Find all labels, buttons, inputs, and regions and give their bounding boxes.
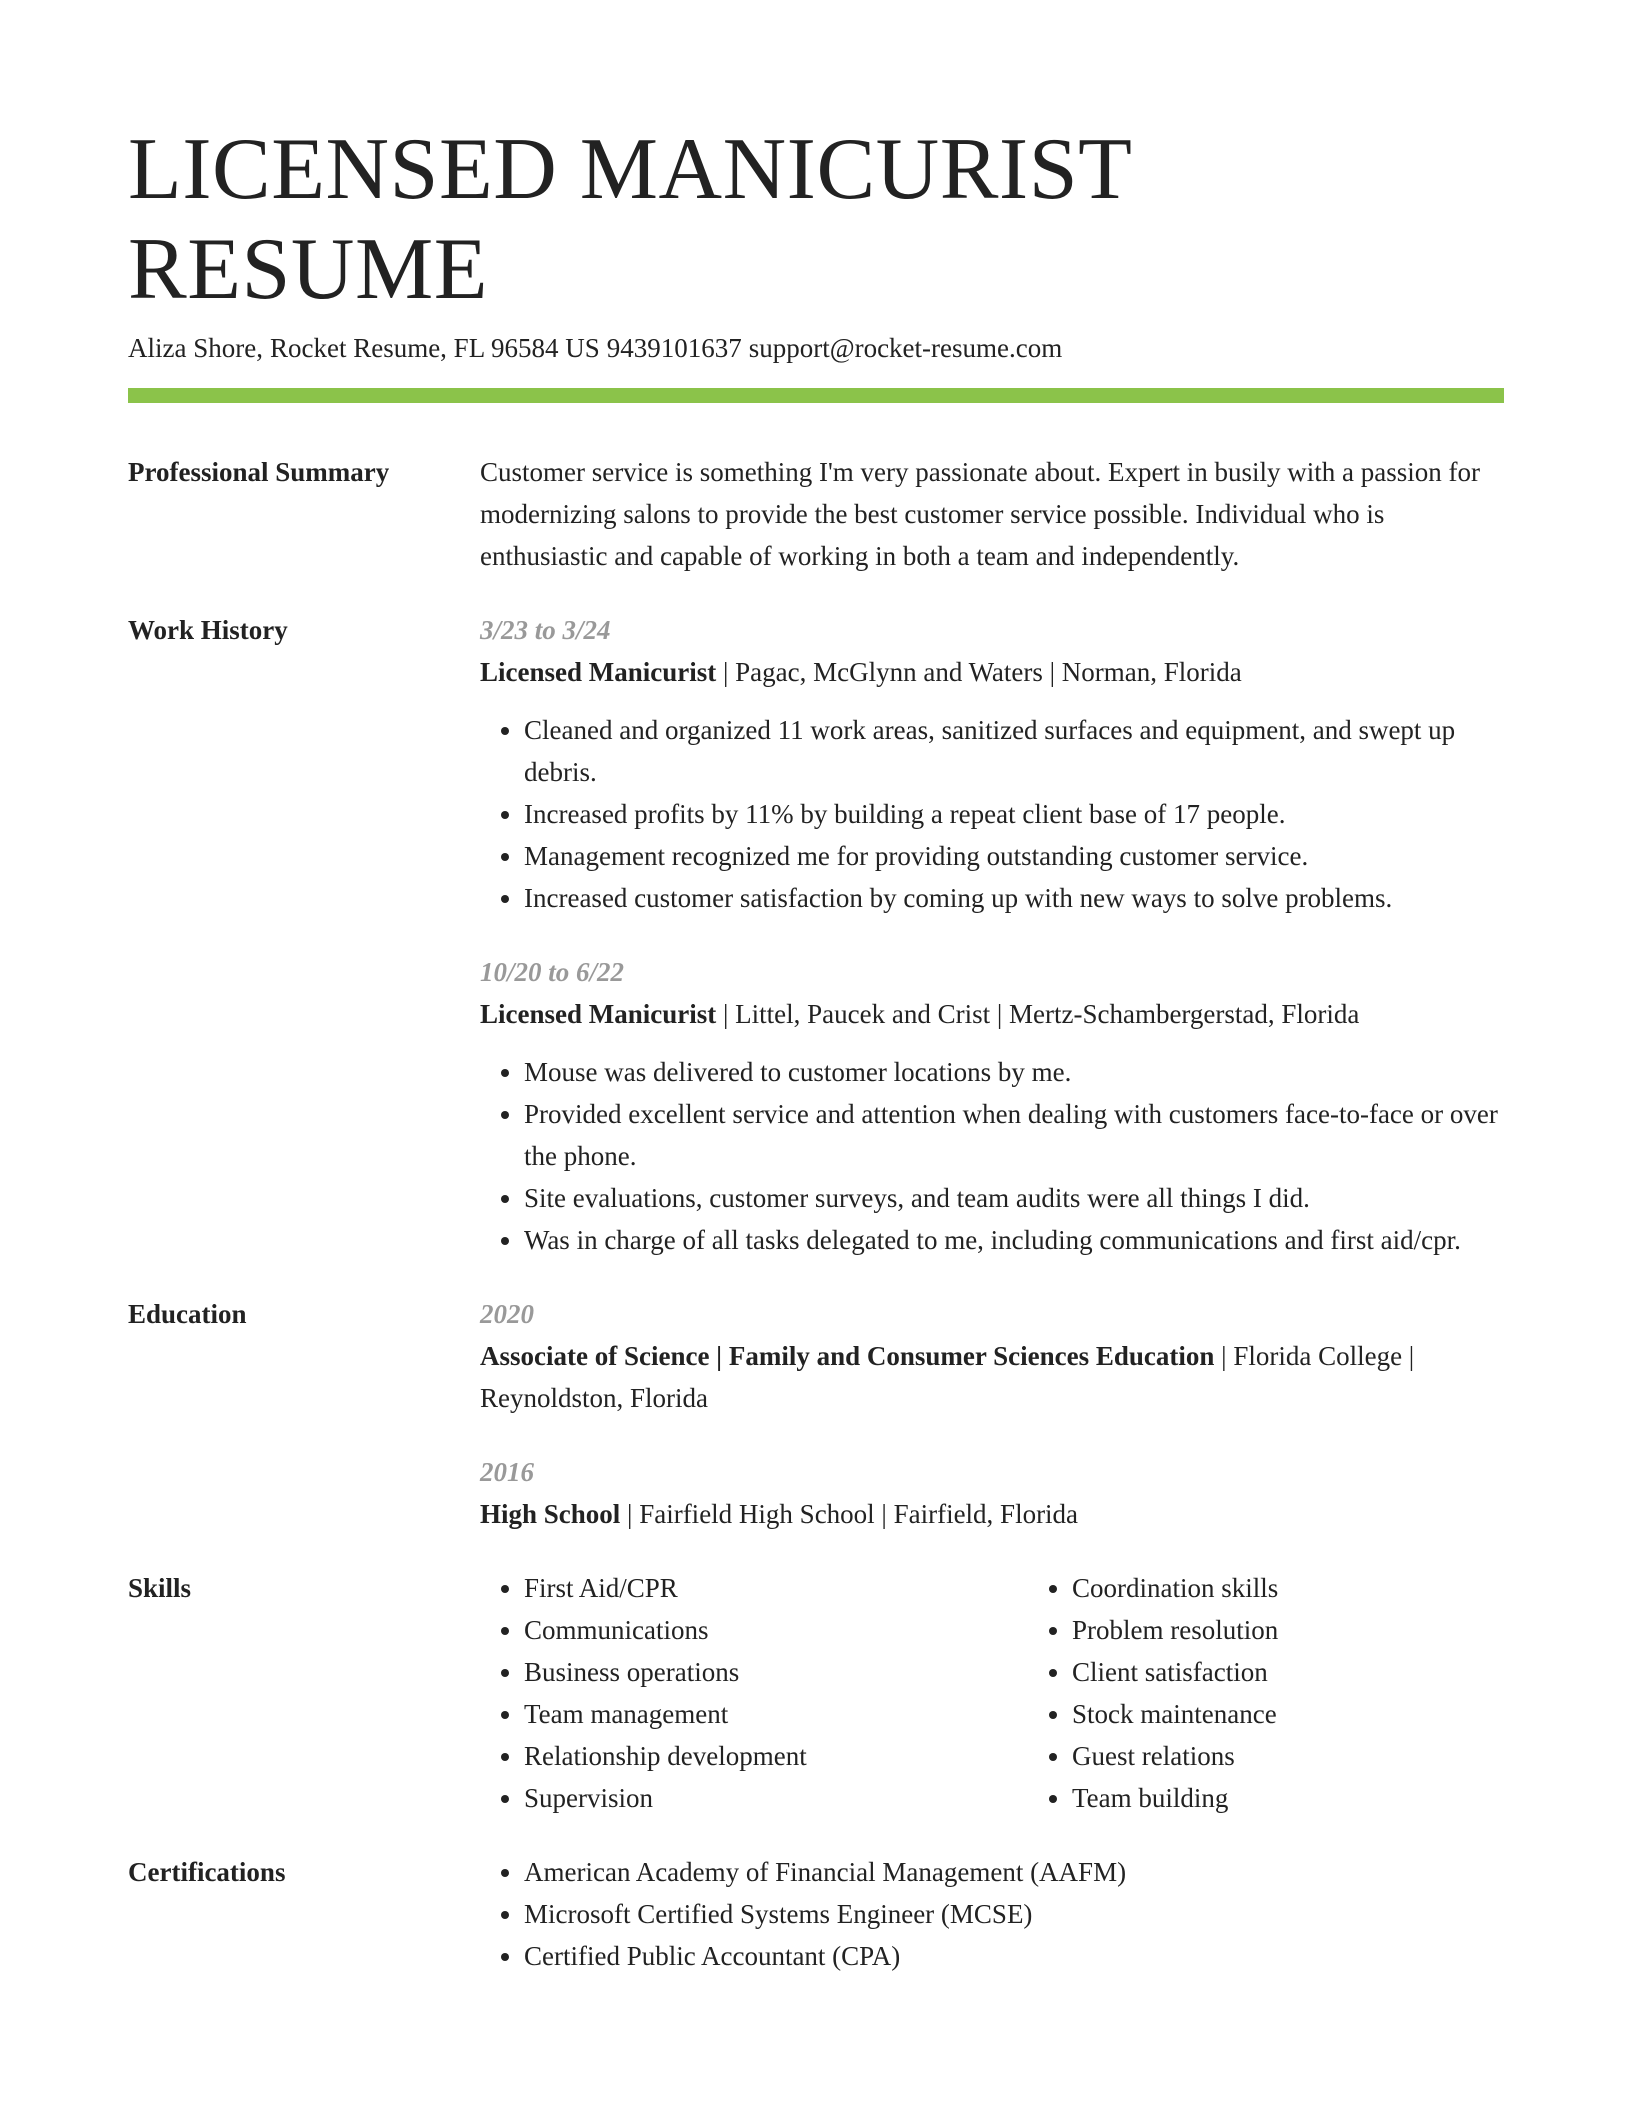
resume-page (128, 120, 1504, 1977)
work-history-body (480, 609, 1504, 1261)
contact-name: Aliza Shore, (128, 333, 263, 363)
list-item: • Guest relations (1072, 1735, 1278, 1777)
section-label-skills: Skills (128, 1573, 192, 1603)
education-degree: Associate of Science | Family and Consumer Sciences Education (480, 1341, 1215, 1371)
list-item: • Certified Public Accountant (CPA) (524, 1935, 1504, 1977)
job-dates: 3/23 to 3/24 (480, 615, 611, 645)
list-item: • First Aid/CPR (524, 1567, 1028, 1609)
education-year: 2020 (480, 1299, 534, 1329)
certifications-list (480, 1851, 1504, 1977)
header-divider (128, 388, 1504, 403)
list-item: • Team building (1072, 1777, 1278, 1819)
list-item: • Site evaluations, customer surveys, and team audits were all things I did. (524, 1177, 1504, 1219)
list-item: • Microsoft Certified Systems Engineer (MCSE) (524, 1893, 1504, 1935)
contact-phone: 9439101637 (606, 333, 742, 363)
list-item: • Client satisfaction (1072, 1651, 1278, 1693)
job-heading (480, 993, 1504, 1035)
job-dates: 10/20 to 6/22 (480, 957, 625, 987)
education-heading (480, 1335, 1504, 1419)
job-bullets (480, 1051, 1504, 1261)
job-heading (480, 651, 1504, 693)
list-item: • Business operations (524, 1651, 1028, 1693)
contact-line (128, 330, 1504, 366)
contact-email: support@rocket-resume.com (748, 333, 1063, 363)
job-entry (480, 609, 1504, 919)
summary-text: Customer service is something I'm very passionate about. Expert in busily with a passion for modernizing salons to provide the best customer service possible. Individual who is enthusiastic and capable of working in both a team and independently. (480, 457, 1480, 571)
certifications-body (480, 1851, 1504, 1977)
list-item: • Coordination skills (1072, 1567, 1278, 1609)
job-bullets (480, 709, 1504, 919)
list-item: • Supervision (524, 1777, 1028, 1819)
education-details: | Florida College | Reynoldston, Florida (480, 1341, 1415, 1413)
list-item: • Relationship development (524, 1735, 1028, 1777)
job-title: Licensed Manicurist (480, 657, 717, 687)
job-title: Licensed Manicurist (480, 999, 717, 1029)
skills-grid (480, 1567, 1504, 1819)
work-history-section (128, 609, 1504, 1261)
section-label-certifications: Certifications (128, 1857, 286, 1887)
education-heading (480, 1493, 1504, 1535)
list-item: • Mouse was delivered to customer locations by me. (524, 1051, 1504, 1093)
education-details: | Fairfield High School | Fairfield, Florida (620, 1499, 1079, 1529)
job-details: | Pagac, McGlynn and Waters | Norman, Florida (716, 657, 1242, 687)
education-entry (480, 1451, 1504, 1535)
list-item: • Team management (524, 1693, 1028, 1735)
certifications-section (128, 1851, 1504, 1977)
skills-section (128, 1567, 1504, 1819)
skills-list-right (1028, 1567, 1278, 1819)
section-label-work: Work History (128, 615, 288, 645)
skills-list-left (480, 1567, 1028, 1819)
list-item: • Problem resolution (1072, 1609, 1278, 1651)
list-item: • Was in charge of all tasks delegated to me, including communications and first aid/cpr. (524, 1219, 1504, 1261)
education-degree: High School (480, 1499, 621, 1529)
list-item: • Cleaned and organized 11 work areas, sanitized surfaces and equipment, and swept up debris. (524, 709, 1504, 793)
education-year: 2016 (480, 1457, 534, 1487)
education-entry (480, 1293, 1504, 1419)
job-entry (480, 951, 1504, 1261)
list-item: • Management recognized me for providing outstanding customer service. (524, 835, 1504, 877)
education-section (128, 1293, 1504, 1535)
list-item: • Communications (524, 1609, 1028, 1651)
contact-location: Rocket Resume, FL 96584 US (269, 333, 600, 363)
job-details: | Littel, Paucek and Crist | Mertz-Schambergerstad, Florida (716, 999, 1360, 1029)
summary-section (128, 451, 1504, 577)
list-item: • Provided excellent service and attention when dealing with customers face-to-face or over the phone. (524, 1093, 1504, 1177)
list-item: • Increased customer satisfaction by coming up with new ways to solve problems. (524, 877, 1504, 919)
section-label-summary: Professional Summary (128, 457, 390, 487)
list-item: • Stock maintenance (1072, 1693, 1278, 1735)
page-title: LICENSED MANICURIST RESUME (128, 121, 1131, 318)
list-item: • American Academy of Financial Management (AAFM) (524, 1851, 1504, 1893)
section-label-education: Education (128, 1299, 247, 1329)
education-body (480, 1293, 1504, 1535)
list-item: • Increased profits by 11% by building a repeat client base of 17 people. (524, 793, 1504, 835)
